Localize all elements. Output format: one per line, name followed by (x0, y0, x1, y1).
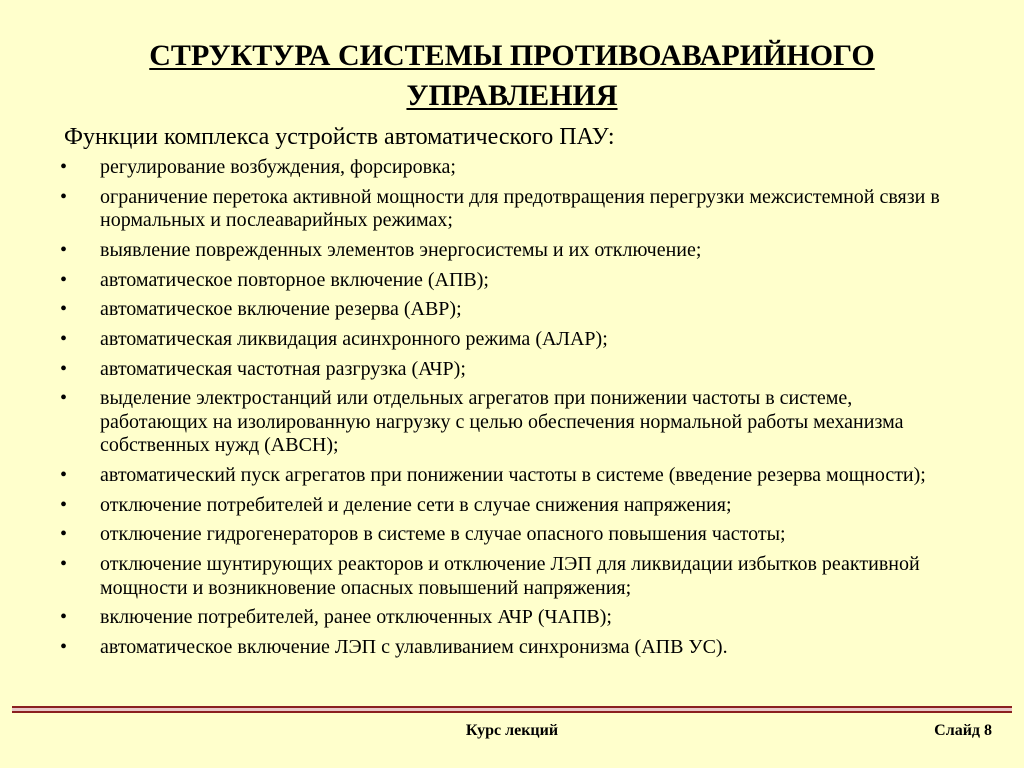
list-item-text: автоматический пуск агрегатов при понижении частоты в системе (введение резерва мощности); (100, 464, 926, 486)
bullet-icon: • (60, 464, 68, 486)
list-item-text: автоматическое включение ЛЭП с улавливанием синхронизма (АПВ УС). (100, 635, 728, 658)
list-item (60, 186, 960, 233)
list-item (60, 156, 960, 180)
list-item (60, 239, 960, 263)
bullet-icon: • (60, 238, 68, 261)
slide-title-line1: СТРУКТУРА СИСТЕМЫ ПРОТИВОАВАРИЙНОГО (149, 39, 875, 72)
list-item-text: включение потребителей, ранее отключенных АЧР (ЧАПВ); (100, 606, 612, 629)
list-item (60, 523, 960, 547)
list-item-text: автоматическая ликвидация асинхронного режима (АЛАР); (100, 327, 608, 350)
bullet-icon: • (60, 387, 68, 410)
bullet-icon: • (60, 635, 68, 658)
list-item-text: отключение шунтирующих реакторов и отключение ЛЭП для ликвидации избытков реактивной мощности и возникновение опасных повышений напряжения; (100, 553, 920, 599)
list-item (60, 298, 960, 322)
list-item (60, 328, 960, 352)
list-item (60, 358, 960, 382)
footer-slide-number: Слайд 8 (934, 722, 992, 739)
bullet-icon: • (60, 298, 68, 321)
list-item-text: выделение электростанций или отдельных агрегатов при понижении частоты в системе, работающих на изолированную нагрузку с целью обеспечения нормальной работы механизма собственных нужд (АВСН); (100, 387, 904, 457)
slide-title-line2: УПРАВЛЕНИЯ (406, 79, 618, 112)
list-item-text: автоматическое включение резерва (АВР); (100, 298, 462, 321)
list-item-text: ограничение перетока активной мощности для предотвращения перегрузки межсистемной связи в нормальных и послеаварийных режимах; (100, 185, 940, 232)
bullet-icon: • (60, 185, 68, 208)
bullet-icon: • (60, 553, 68, 576)
list-item (60, 269, 960, 293)
bullet-icon: • (60, 493, 68, 516)
list-item-text: автоматическая частотная разгрузка (АЧР); (100, 357, 466, 380)
bullet-icon: • (60, 606, 68, 629)
intro-text: Функции комплекса устройств автоматического ПАУ: (64, 124, 615, 150)
bullet-icon: • (60, 357, 68, 380)
list-item-text: выявление поврежденных элементов энергосистемы и их отключение; (100, 238, 702, 261)
bullet-icon: • (60, 523, 68, 546)
list-item-text: регулирование возбуждения, форсировка; (100, 156, 456, 178)
bullet-icon: • (60, 156, 68, 178)
list-item (60, 606, 960, 630)
bullet-icon: • (60, 268, 68, 291)
list-item (60, 464, 960, 488)
footer-course-label: Курс лекций (465, 722, 559, 739)
list-item (60, 636, 960, 660)
slide-title (0, 36, 1024, 116)
functions-list (60, 156, 960, 666)
list-item (60, 387, 960, 458)
list-item-text: автоматическое повторное включение (АПВ); (100, 268, 489, 291)
bullet-icon: • (60, 327, 68, 350)
list-item (60, 553, 960, 600)
list-item-text: отключение гидрогенераторов в системе в случае опасного повышения частоты; (100, 523, 786, 546)
list-item-text: отключение потребителей и деление сети в случае снижения напряжения; (100, 493, 732, 516)
footer-divider (12, 706, 1012, 713)
list-item (60, 494, 960, 518)
